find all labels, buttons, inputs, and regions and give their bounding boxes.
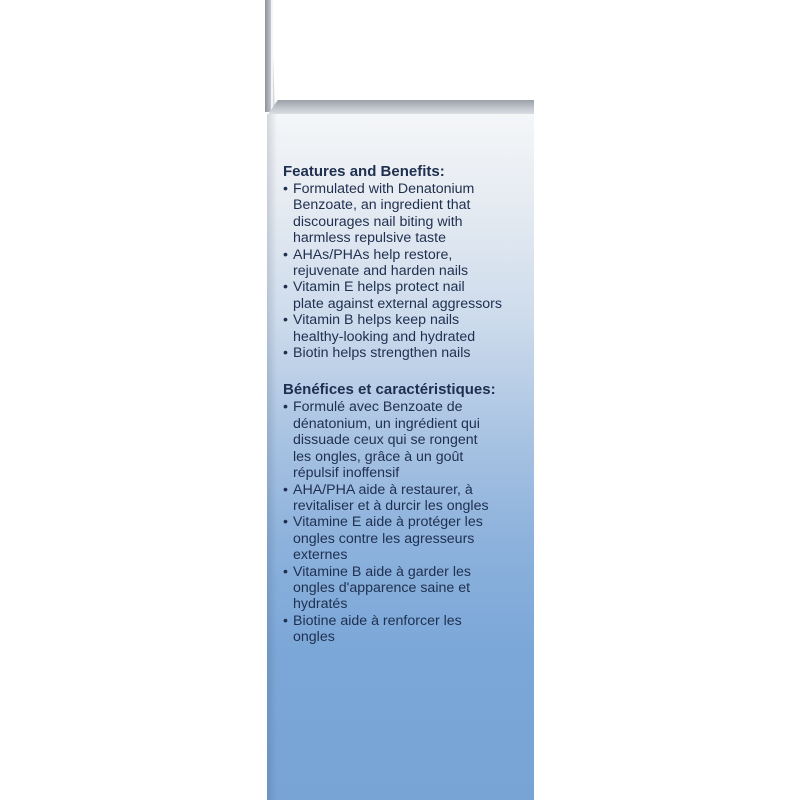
box-side-shadow [267, 114, 277, 800]
section-gap [283, 361, 528, 381]
french-benefits-list [283, 399, 528, 645]
box-flap-edge [271, 0, 273, 112]
box-top-flap [265, 0, 275, 112]
list-item: • Formulated with Denatonium Benzoate, an ingredient that discourages nail biting with harmless repulsive taste [283, 181, 528, 247]
french-heading: Bénéfices et caractéristiques: [283, 381, 496, 399]
list-item: • Vitamin E helps protect nail plate against external aggressors [283, 279, 528, 312]
list-item: • Biotin helps strengthen nails [283, 345, 528, 361]
english-benefits-list [283, 181, 528, 361]
list-item: • Vitamin B helps keep nails healthy-looking and hydrated [283, 312, 528, 345]
list-item: • Biotine aide à renforcer les ongles [283, 613, 528, 646]
list-item: • Vitamine B aide à garder les ongles d'apparence saine et hydratés [283, 564, 528, 613]
list-item: • Formulé avec Benzoate de dénatonium, un ingrédient qui dissuade ceux qui se rongent les ongles, grâce à un goût répulsif inoffensif [283, 399, 528, 481]
english-heading: Features and Benefits: [283, 163, 445, 180]
list-item: • AHA/PHA aide à restaurer, à revitaliser et à durcir les ongles [283, 482, 528, 515]
list-item: • Vitamine E aide à protéger les ongles contre les agresseurs externes [283, 514, 528, 563]
list-item: • AHAs/PHAs help restore, rejuvenate and harden nails [283, 247, 528, 280]
box-text-block [283, 163, 528, 646]
